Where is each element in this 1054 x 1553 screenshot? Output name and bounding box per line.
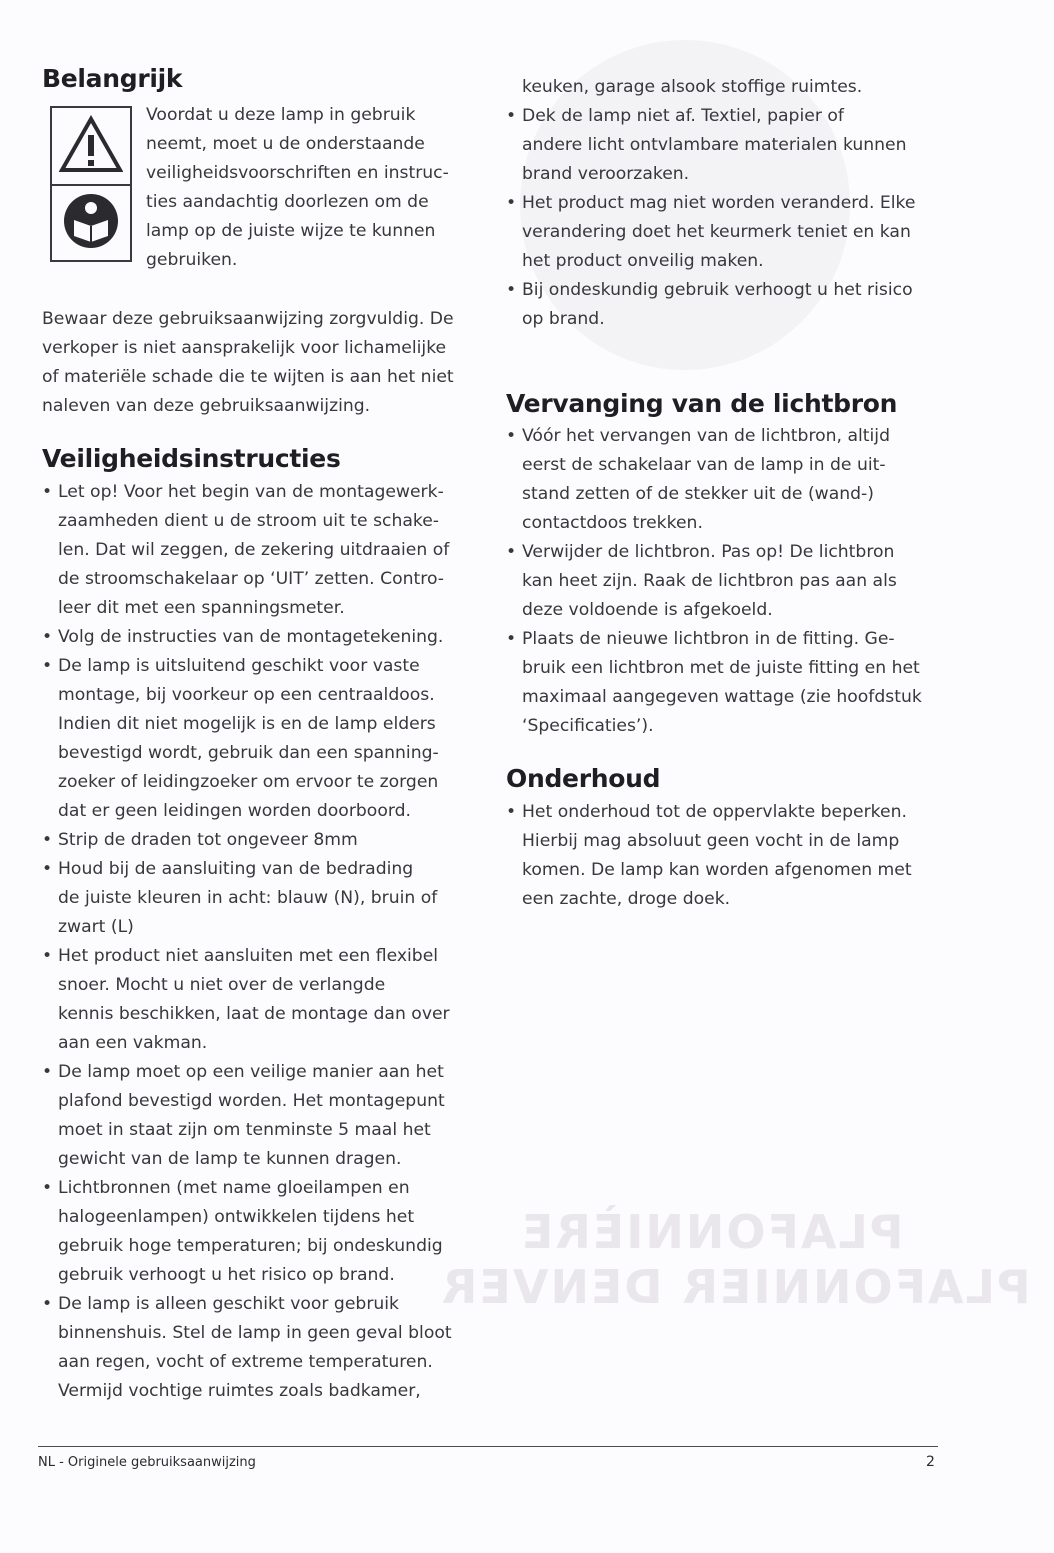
warning-box-divider [52,184,130,186]
safety-instruction-item: • De lamp moet op een veilige manier aan het plafond bevestigd worden. Het montagepunt moet in staat zijn om tenminste 5 maal het gewicht van de lamp te kunnen dragen. [42,1058,482,1174]
safety-instruction-item: • Houd bij de aansluiting van de bedrading de juiste kleuren in acht: blauw (N), bruin of zwart (L) [42,855,482,942]
bewaar-paragraph [42,305,482,421]
bewaar-line: verkoper is niet aansprakelijk voor lichamelijke [42,338,447,358]
heading-belangrijk: Belangrijk [42,64,183,93]
warning-line: lamp op de juiste wijze te kunnen [146,221,436,241]
safety-instruction-item: • De lamp is uitsluitend geschikt voor vaste montage, bij voorkeur op een centraaldoos. Indien dit niet mogelijk is en de lamp elders bevestigd wordt, gebruik dan een spanning- zoeker of leidingzoeker om ervoor te zorgen dat er geen leidingen worden doorboord. [42,652,482,826]
safety-instruction-item: • Het product niet aansluiten met een flexibel snoer. Mocht u niet over de verlangde kennis beschikken, laat de montage dan over aan een vakman. [42,942,482,1058]
heading-veiligheidsinstructies: Veiligheidsinstructies [42,444,341,473]
warning-line: neemt, moet u de onderstaande [146,134,425,154]
heading-onderhoud: Onderhoud [506,764,661,793]
warning-symbol-box [50,106,132,262]
safety-instruction-item: • Dek de lamp niet af. Textiel, papier of andere licht ontvlambare materialen kunnen brand veroorzaken. [506,102,946,189]
read-manual-icon [62,192,120,250]
bewaar-line: Bewaar deze gebruiksaanwijzing zorgvuldig. De [42,309,454,329]
bleed-through-title-2: PLAFONNIER DENVER [440,1260,1031,1314]
continuation-line: keuken, garage alsook stoffige ruimtes. [522,77,863,97]
bleed-through-title-1: PLAFONNIÈRE [520,1205,904,1259]
warning-line: veiligheidsvoorschriften en instruc- [146,163,449,183]
replacement-item: • Vóór het vervangen van de lichtbron, altijd eerst de schakelaar van de lamp in de uit- stand zetten of de stekker uit de (wand-) contactdoos trekken. [506,422,946,538]
warning-line: ties aandachtig doorlezen om de [146,192,429,212]
safety-instructions-list [42,478,482,1406]
replacement-list [506,422,946,741]
bewaar-line: naleven van deze gebruiksaanwijzing. [42,396,371,416]
replacement-item: • Plaats de nieuwe lichtbron in de fitting. Ge- bruik een lichtbron met de juiste fitting en het maximaal aangegeven wattage (zie hoofdstuk ‘Specificaties’). [506,625,946,741]
footer-rule [38,1446,938,1447]
warning-text [146,101,476,275]
replacement-item: • Verwijder de lichtbron. Pas op! De lichtbron kan heet zijn. Raak de lichtbron pas aan als deze voldoende is afgekoeld. [506,538,946,625]
warning-triangle-icon [59,115,123,175]
safety-instruction-item: • Strip de draden tot ongeveer 8mm [42,826,482,855]
safety-instruction-item: • De lamp is alleen geschikt voor gebruik binnenshuis. Stel de lamp in geen geval bloot aan regen, vocht of extreme temperaturen. Vermijd vochtige ruimtes zoals badkamer, [42,1290,482,1406]
warning-line: Voordat u deze lamp in gebruik [146,105,416,125]
heading-vervanging-lichtbron: Vervanging van de lichtbron [506,389,898,418]
safety-instruction-item: • Bij ondeskundig gebruik verhoogt u het risico op brand. [506,276,946,334]
warning-line: gebruiken. [146,250,238,270]
bewaar-line: of materiële schade die te wijten is aan het niet [42,367,454,387]
maintenance-list [506,798,946,914]
safety-instruction-item: • Let op! Voor het begin van de montagewerk- zaamheden dient u de stroom uit te schake- len. Dat wil zeggen, de zekering uitdraaien of de stroomschakelaar op ‘UIT’ zetten. Contro- leer dit met een spanningsmeter. [42,478,482,623]
safety-instruction-item: • Lichtbronnen (met name gloeilampen en halogeenlampen) ontwikkelen tijdens het gebruik hoge temperaturen; bij ondeskundig gebruik verhoogt u het risico op brand. [42,1174,482,1290]
page-number: 2 [926,1454,935,1470]
safety-instruction-item: • Volg de instructies van de montagetekening. [42,623,482,652]
footer-label: NL - Originele gebruiksaanwijzing [38,1455,256,1470]
continued-safety-list [506,102,946,334]
safety-instruction-item: • Het product mag niet worden veranderd. Elke verandering doet het keurmerk teniet en kan het product onveilig maken. [506,189,946,276]
maintenance-item: • Het onderhoud tot de oppervlakte beperken. Hierbij mag absoluut geen vocht in de lamp komen. De lamp kan worden afgenomen met een zachte, droge doek. [506,798,946,914]
